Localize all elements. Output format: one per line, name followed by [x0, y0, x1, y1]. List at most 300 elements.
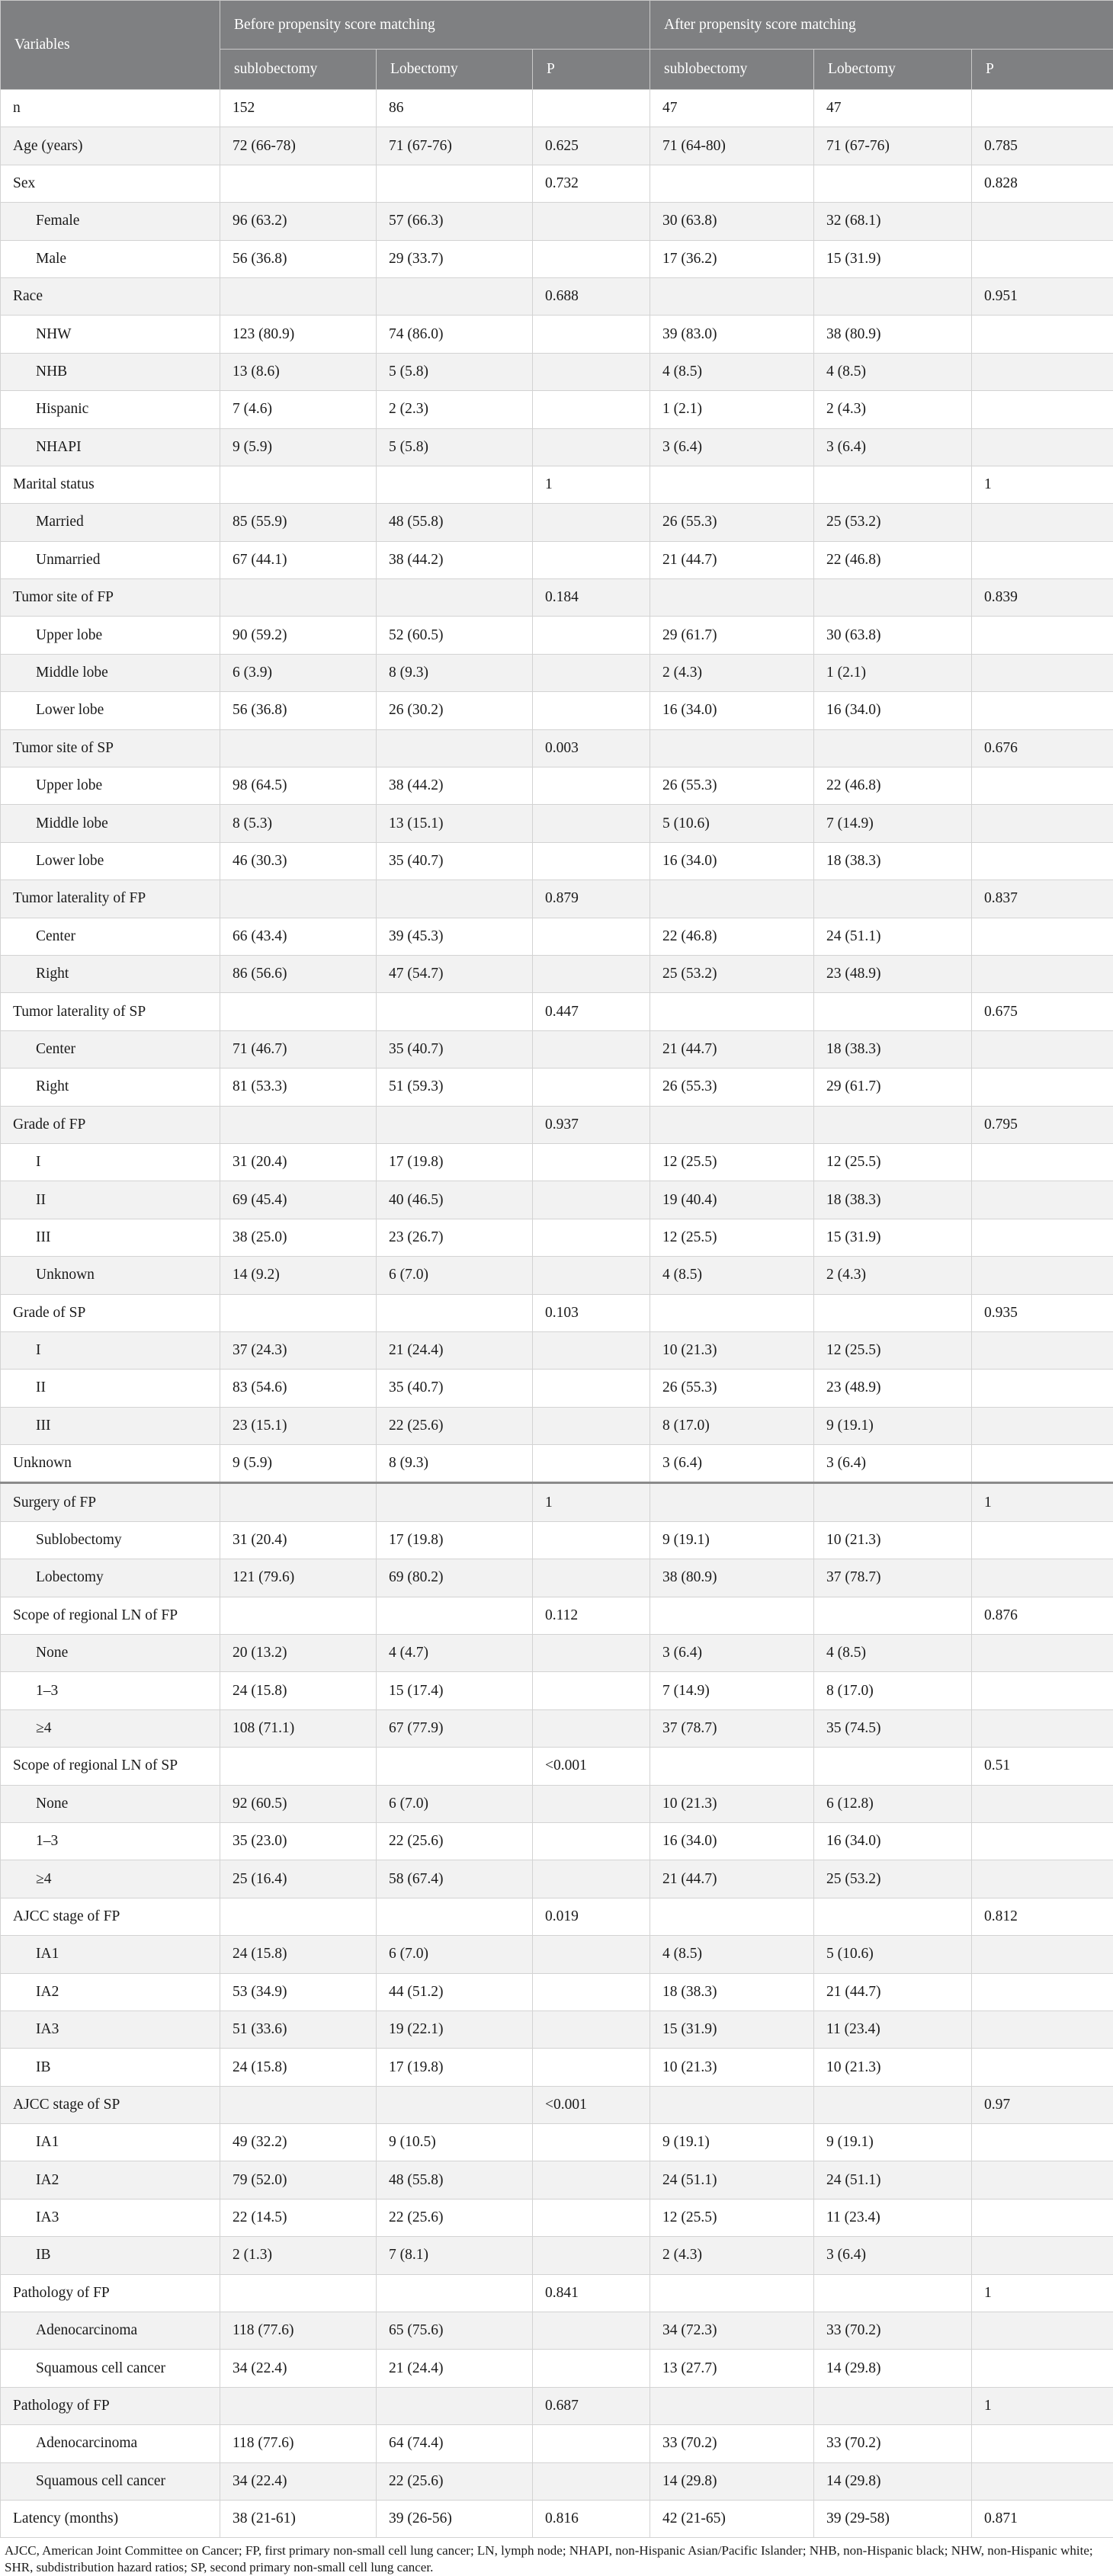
row-label: 1–3: [1, 1672, 220, 1709]
table-row: [1, 316, 1113, 353]
row-label: I: [1, 1331, 220, 1369]
after-p-cell: 1: [972, 2274, 1113, 2312]
before-lobectomy-cell: [377, 1294, 533, 1331]
table-row: [1, 654, 1113, 691]
before-sublobectomy-cell: [220, 1748, 377, 1785]
after-lobectomy-cell: 12 (25.5): [814, 1331, 972, 1369]
after-p-cell: [972, 2312, 1113, 2350]
after-sublobectomy-cell: 15 (31.9): [650, 2010, 814, 2048]
table-row: [1, 2501, 1113, 2538]
after-lobectomy-cell: 24 (51.1): [814, 2161, 972, 2199]
before-lobectomy-cell: 6 (7.0): [377, 1936, 533, 1973]
after-sublobectomy-cell: [650, 1898, 814, 1935]
after-lobectomy-cell: 38 (80.9): [814, 316, 972, 353]
before-p-cell: [533, 805, 650, 842]
after-lobectomy-cell: [814, 165, 972, 202]
table-row: [1, 2199, 1113, 2236]
row-label: Race: [1, 277, 220, 315]
after-lobectomy-cell: [814, 993, 972, 1030]
after-lobectomy-cell: 25 (53.2): [814, 504, 972, 541]
before-p-cell: [533, 654, 650, 691]
table-row: [1, 203, 1113, 240]
before-p-cell: [533, 1445, 650, 1483]
before-p-cell: 1: [533, 466, 650, 503]
before-p-cell: [533, 918, 650, 955]
after-p-cell: [972, 1785, 1113, 1822]
after-sublobectomy-cell: 25 (53.2): [650, 955, 814, 992]
before-lobectomy-cell: 35 (40.7): [377, 1030, 533, 1068]
after-p-cell: [972, 918, 1113, 955]
row-label: Age (years): [1, 127, 220, 165]
after-sublobectomy-cell: 4 (8.5): [650, 1936, 814, 1973]
after-lobectomy-cell: [814, 1597, 972, 1634]
table-row: [1, 1822, 1113, 1860]
table-body: [1, 90, 1113, 2538]
before-sublobectomy-cell: [220, 466, 377, 503]
after-lobectomy-cell: 35 (74.5): [814, 1709, 972, 1747]
before-lobectomy-cell: 21 (24.4): [377, 1331, 533, 1369]
before-sublobectomy-cell: 96 (63.2): [220, 203, 377, 240]
after-lobectomy-cell: 14 (29.8): [814, 2462, 972, 2500]
before-lobectomy-cell: 40 (46.5): [377, 1181, 533, 1219]
row-label: Unknown: [1, 1445, 220, 1483]
after-sublobectomy-cell: 33 (70.2): [650, 2425, 814, 2462]
after-lobectomy-cell: [814, 2086, 972, 2123]
before-sublobectomy-cell: 56 (36.8): [220, 692, 377, 729]
before-p-cell: [533, 1257, 650, 1294]
after-lobectomy-cell: 6 (12.8): [814, 1785, 972, 1822]
before-p-cell: [533, 1030, 650, 1068]
after-p-cell: [972, 1257, 1113, 1294]
before-p-cell: 0.732: [533, 165, 650, 202]
header-before-p: P: [533, 50, 650, 90]
after-p-cell: [972, 240, 1113, 277]
after-p-cell: 1: [972, 466, 1113, 503]
row-label: None: [1, 1635, 220, 1672]
table-row: [1, 353, 1113, 390]
before-lobectomy-cell: [377, 993, 533, 1030]
after-sublobectomy-cell: 18 (38.3): [650, 1973, 814, 2010]
before-lobectomy-cell: 44 (51.2): [377, 1973, 533, 2010]
before-p-cell: [533, 2312, 650, 2350]
after-p-cell: [972, 2161, 1113, 2199]
table-row: [1, 1709, 1113, 1747]
row-label: NHAPI: [1, 428, 220, 466]
before-sublobectomy-cell: [220, 165, 377, 202]
before-p-cell: 0.687: [533, 2387, 650, 2424]
after-p-cell: 0.876: [972, 1597, 1113, 1634]
after-p-cell: [972, 90, 1113, 127]
table-header: [1, 1, 1113, 90]
table-row: [1, 1860, 1113, 1898]
before-p-cell: [533, 2010, 650, 2048]
header-variables: Variables: [1, 1, 220, 90]
after-sublobectomy-cell: 10 (21.3): [650, 1331, 814, 1369]
before-p-cell: [533, 428, 650, 466]
before-lobectomy-cell: 51 (59.3): [377, 1069, 533, 1106]
row-label: Scope of regional LN of FP: [1, 1597, 220, 1634]
table-row: [1, 165, 1113, 202]
table-row: [1, 504, 1113, 541]
table-row: [1, 428, 1113, 466]
table-row: [1, 767, 1113, 805]
after-p-cell: [972, 692, 1113, 729]
before-lobectomy-cell: [377, 1483, 533, 1521]
before-p-cell: [533, 1370, 650, 1407]
before-sublobectomy-cell: 71 (46.7): [220, 1030, 377, 1068]
before-sublobectomy-cell: 35 (23.0): [220, 1822, 377, 1860]
after-p-cell: [972, 1143, 1113, 1181]
row-label: IB: [1, 2237, 220, 2274]
before-lobectomy-cell: 48 (55.8): [377, 504, 533, 541]
after-sublobectomy-cell: 71 (64-80): [650, 127, 814, 165]
before-lobectomy-cell: [377, 729, 533, 767]
row-label: AJCC stage of SP: [1, 2086, 220, 2123]
table-row: [1, 1407, 1113, 1444]
after-lobectomy-cell: 10 (21.3): [814, 2049, 972, 2086]
before-p-cell: [533, 955, 650, 992]
after-lobectomy-cell: 33 (70.2): [814, 2425, 972, 2462]
after-lobectomy-cell: 15 (31.9): [814, 1219, 972, 1256]
after-p-cell: 0.795: [972, 1106, 1113, 1143]
before-p-cell: 0.937: [533, 1106, 650, 1143]
before-lobectomy-cell: [377, 165, 533, 202]
before-p-cell: [533, 1635, 650, 1672]
table-row: [1, 692, 1113, 729]
after-sublobectomy-cell: [650, 2274, 814, 2312]
after-sublobectomy-cell: 37 (78.7): [650, 1709, 814, 1747]
table-row: [1, 1069, 1113, 1106]
row-label: Latency (months): [1, 2501, 220, 2538]
before-sublobectomy-cell: 25 (16.4): [220, 1860, 377, 1898]
row-label: Unknown: [1, 1257, 220, 1294]
row-label: n: [1, 90, 220, 127]
after-p-cell: [972, 353, 1113, 390]
before-sublobectomy-cell: 90 (59.2): [220, 617, 377, 654]
row-label: Lower lobe: [1, 842, 220, 879]
after-p-cell: [972, 428, 1113, 466]
row-label: II: [1, 1181, 220, 1219]
before-sublobectomy-cell: [220, 993, 377, 1030]
before-sublobectomy-cell: 53 (34.9): [220, 1973, 377, 2010]
before-p-cell: [533, 1672, 650, 1709]
table-row: [1, 1936, 1113, 1973]
after-sublobectomy-cell: 26 (55.3): [650, 1370, 814, 1407]
after-p-cell: 0.935: [972, 1294, 1113, 1331]
before-sublobectomy-cell: [220, 1294, 377, 1331]
table-row: [1, 2312, 1113, 2350]
before-sublobectomy-cell: 66 (43.4): [220, 918, 377, 955]
before-lobectomy-cell: 39 (26-56): [377, 2501, 533, 2538]
after-p-cell: [972, 617, 1113, 654]
before-sublobectomy-cell: 7 (4.6): [220, 391, 377, 428]
before-lobectomy-cell: 38 (44.2): [377, 541, 533, 578]
before-sublobectomy-cell: 23 (15.1): [220, 1407, 377, 1444]
before-lobectomy-cell: 74 (86.0): [377, 316, 533, 353]
after-lobectomy-cell: [814, 1106, 972, 1143]
after-sublobectomy-cell: 2 (4.3): [650, 2237, 814, 2274]
before-p-cell: [533, 240, 650, 277]
after-p-cell: [972, 805, 1113, 842]
before-lobectomy-cell: [377, 277, 533, 315]
before-p-cell: [533, 767, 650, 805]
header-after-lobectomy: Lobectomy: [814, 50, 972, 90]
before-sublobectomy-cell: 9 (5.9): [220, 428, 377, 466]
before-p-cell: [533, 1143, 650, 1181]
table-row: [1, 1143, 1113, 1181]
before-sublobectomy-cell: 9 (5.9): [220, 1445, 377, 1483]
before-lobectomy-cell: 57 (66.3): [377, 203, 533, 240]
before-lobectomy-cell: [377, 2274, 533, 2312]
before-lobectomy-cell: [377, 2387, 533, 2424]
before-sublobectomy-cell: 8 (5.3): [220, 805, 377, 842]
after-lobectomy-cell: 14 (29.8): [814, 2350, 972, 2387]
after-p-cell: [972, 1181, 1113, 1219]
row-label: Pathology of FP: [1, 2274, 220, 2312]
before-p-cell: [533, 1709, 650, 1747]
before-lobectomy-cell: [377, 1748, 533, 1785]
before-lobectomy-cell: 69 (80.2): [377, 1559, 533, 1597]
before-p-cell: [533, 1936, 650, 1973]
before-sublobectomy-cell: 38 (21-61): [220, 2501, 377, 2538]
table-row: [1, 466, 1113, 503]
before-p-cell: [533, 692, 650, 729]
after-sublobectomy-cell: 21 (44.7): [650, 1860, 814, 1898]
after-sublobectomy-cell: 3 (6.4): [650, 428, 814, 466]
before-p-cell: [533, 842, 650, 879]
after-sublobectomy-cell: [650, 993, 814, 1030]
after-lobectomy-cell: 4 (8.5): [814, 353, 972, 390]
before-lobectomy-cell: 23 (26.7): [377, 1219, 533, 1256]
after-p-cell: [972, 1521, 1113, 1559]
before-p-cell: [533, 2462, 650, 2500]
after-sublobectomy-cell: [650, 1294, 814, 1331]
after-lobectomy-cell: 5 (10.6): [814, 1936, 972, 1973]
after-sublobectomy-cell: 26 (55.3): [650, 767, 814, 805]
before-p-cell: [533, 2161, 650, 2199]
after-lobectomy-cell: 18 (38.3): [814, 1030, 972, 1068]
row-label: Adenocarcinoma: [1, 2312, 220, 2350]
after-p-cell: 1: [972, 1483, 1113, 1521]
table-row: [1, 2124, 1113, 2161]
table-row: [1, 880, 1113, 918]
before-sublobectomy-cell: 79 (52.0): [220, 2161, 377, 2199]
table-row: [1, 90, 1113, 127]
before-sublobectomy-cell: 31 (20.4): [220, 1143, 377, 1181]
before-lobectomy-cell: 64 (74.4): [377, 2425, 533, 2462]
before-lobectomy-cell: 17 (19.8): [377, 2049, 533, 2086]
row-label: Adenocarcinoma: [1, 2425, 220, 2462]
table-row: [1, 277, 1113, 315]
row-label: Grade of FP: [1, 1106, 220, 1143]
table-row: [1, 1181, 1113, 1219]
before-sublobectomy-cell: [220, 2387, 377, 2424]
before-lobectomy-cell: 39 (45.3): [377, 918, 533, 955]
row-label: Tumor site of SP: [1, 729, 220, 767]
after-p-cell: [972, 767, 1113, 805]
before-sublobectomy-cell: 13 (8.6): [220, 353, 377, 390]
after-p-cell: [972, 2462, 1113, 2500]
row-label: Married: [1, 504, 220, 541]
after-lobectomy-cell: 3 (6.4): [814, 428, 972, 466]
before-lobectomy-cell: 47 (54.7): [377, 955, 533, 992]
after-lobectomy-cell: 33 (70.2): [814, 2312, 972, 2350]
before-sublobectomy-cell: 37 (24.3): [220, 1331, 377, 1369]
after-sublobectomy-cell: 7 (14.9): [650, 1672, 814, 1709]
before-lobectomy-cell: [377, 466, 533, 503]
table-row: [1, 1898, 1113, 1935]
before-sublobectomy-cell: 121 (79.6): [220, 1559, 377, 1597]
before-p-cell: 0.625: [533, 127, 650, 165]
after-lobectomy-cell: 29 (61.7): [814, 1069, 972, 1106]
after-sublobectomy-cell: 34 (72.3): [650, 2312, 814, 2350]
before-p-cell: 0.184: [533, 579, 650, 617]
before-lobectomy-cell: 29 (33.7): [377, 240, 533, 277]
after-p-cell: [972, 1936, 1113, 1973]
before-p-cell: 0.003: [533, 729, 650, 767]
before-p-cell: 0.447: [533, 993, 650, 1030]
after-p-cell: [972, 1860, 1113, 1898]
row-label: Tumor site of FP: [1, 579, 220, 617]
row-label: I: [1, 1143, 220, 1181]
table-row: [1, 2350, 1113, 2387]
before-lobectomy-cell: 21 (24.4): [377, 2350, 533, 2387]
after-p-cell: 0.812: [972, 1898, 1113, 1935]
after-lobectomy-cell: 10 (21.3): [814, 1521, 972, 1559]
before-p-cell: [533, 1407, 650, 1444]
after-lobectomy-cell: 22 (46.8): [814, 541, 972, 578]
after-lobectomy-cell: 32 (68.1): [814, 203, 972, 240]
before-sublobectomy-cell: 31 (20.4): [220, 1521, 377, 1559]
after-lobectomy-cell: [814, 1748, 972, 1785]
after-p-cell: [972, 1973, 1113, 2010]
after-lobectomy-cell: 2 (4.3): [814, 391, 972, 428]
before-lobectomy-cell: 5 (5.8): [377, 353, 533, 390]
after-lobectomy-cell: 47: [814, 90, 972, 127]
after-lobectomy-cell: 22 (46.8): [814, 767, 972, 805]
after-sublobectomy-cell: [650, 277, 814, 315]
table-row: [1, 1521, 1113, 1559]
before-sublobectomy-cell: [220, 1483, 377, 1521]
before-p-cell: [533, 2237, 650, 2274]
before-sublobectomy-cell: 24 (15.8): [220, 2049, 377, 2086]
table-row: [1, 2010, 1113, 2048]
before-sublobectomy-cell: 85 (55.9): [220, 504, 377, 541]
before-sublobectomy-cell: [220, 1106, 377, 1143]
after-sublobectomy-cell: 38 (80.9): [650, 1559, 814, 1597]
after-sublobectomy-cell: 10 (21.3): [650, 2049, 814, 2086]
after-lobectomy-cell: 23 (48.9): [814, 955, 972, 992]
row-label: III: [1, 1219, 220, 1256]
after-p-cell: [972, 391, 1113, 428]
row-label: ≥4: [1, 1860, 220, 1898]
after-p-cell: [972, 1370, 1113, 1407]
after-lobectomy-cell: 37 (78.7): [814, 1559, 972, 1597]
before-p-cell: [533, 1331, 650, 1369]
after-p-cell: 0.839: [972, 579, 1113, 617]
after-sublobectomy-cell: 42 (21-65): [650, 2501, 814, 2538]
after-sublobectomy-cell: 29 (61.7): [650, 617, 814, 654]
before-lobectomy-cell: 26 (30.2): [377, 692, 533, 729]
after-lobectomy-cell: [814, 466, 972, 503]
before-p-cell: [533, 617, 650, 654]
after-lobectomy-cell: 18 (38.3): [814, 1181, 972, 1219]
after-lobectomy-cell: [814, 2274, 972, 2312]
before-p-cell: <0.001: [533, 2086, 650, 2123]
before-sublobectomy-cell: 83 (54.6): [220, 1370, 377, 1407]
before-p-cell: [533, 1559, 650, 1597]
table-footnote: AJCC, American Joint Committee on Cancer; FP, first primary non-small cell lung cancer; LN, lymph node; NHAPI, non-Hispanic Asian/Pacific Islander; NHB, non-Hispanic black; NHW, non-Hispanic white; SHR, subdistribution hazard ratios; SP, second primary non-small cell lung cancer.: [0, 2538, 1107, 2576]
before-sublobectomy-cell: 118 (77.6): [220, 2425, 377, 2462]
after-p-cell: [972, 2237, 1113, 2274]
after-p-cell: 0.675: [972, 993, 1113, 1030]
after-sublobectomy-cell: 12 (25.5): [650, 1143, 814, 1181]
before-sublobectomy-cell: 98 (64.5): [220, 767, 377, 805]
before-p-cell: [533, 316, 650, 353]
after-sublobectomy-cell: [650, 1106, 814, 1143]
after-lobectomy-cell: 16 (34.0): [814, 1822, 972, 1860]
after-p-cell: 0.51: [972, 1748, 1113, 1785]
after-sublobectomy-cell: 16 (34.0): [650, 842, 814, 879]
before-sublobectomy-cell: [220, 277, 377, 315]
after-p-cell: [972, 2049, 1113, 2086]
before-lobectomy-cell: 6 (7.0): [377, 1257, 533, 1294]
row-label: Sublobectomy: [1, 1521, 220, 1559]
table-row: [1, 1785, 1113, 1822]
after-p-cell: [972, 955, 1113, 992]
row-label: Surgery of FP: [1, 1483, 220, 1521]
before-sublobectomy-cell: 6 (3.9): [220, 654, 377, 691]
after-p-cell: [972, 2425, 1113, 2462]
before-sublobectomy-cell: 69 (45.4): [220, 1181, 377, 1219]
before-sublobectomy-cell: 92 (60.5): [220, 1785, 377, 1822]
before-lobectomy-cell: [377, 1898, 533, 1935]
row-label: Center: [1, 918, 220, 955]
before-sublobectomy-cell: 24 (15.8): [220, 1936, 377, 1973]
after-lobectomy-cell: 9 (19.1): [814, 2124, 972, 2161]
after-p-cell: [972, 2350, 1113, 2387]
row-label: ≥4: [1, 1709, 220, 1747]
after-p-cell: [972, 504, 1113, 541]
before-sublobectomy-cell: 108 (71.1): [220, 1709, 377, 1747]
row-label: Upper lobe: [1, 617, 220, 654]
after-lobectomy-cell: 7 (14.9): [814, 805, 972, 842]
before-p-cell: [533, 2350, 650, 2387]
before-lobectomy-cell: 86: [377, 90, 533, 127]
after-sublobectomy-cell: [650, 880, 814, 918]
after-lobectomy-cell: 9 (19.1): [814, 1407, 972, 1444]
before-lobectomy-cell: 6 (7.0): [377, 1785, 533, 1822]
after-sublobectomy-cell: 26 (55.3): [650, 1069, 814, 1106]
row-label: Female: [1, 203, 220, 240]
after-lobectomy-cell: 24 (51.1): [814, 918, 972, 955]
table-row: [1, 1370, 1113, 1407]
before-p-cell: [533, 90, 650, 127]
before-sublobectomy-cell: 14 (9.2): [220, 1257, 377, 1294]
before-sublobectomy-cell: 20 (13.2): [220, 1635, 377, 1672]
row-label: Grade of SP: [1, 1294, 220, 1331]
before-sublobectomy-cell: 81 (53.3): [220, 1069, 377, 1106]
row-label: Squamous cell cancer: [1, 2462, 220, 2500]
after-p-cell: [972, 1219, 1113, 1256]
row-label: III: [1, 1407, 220, 1444]
header-after-p: P: [972, 50, 1113, 90]
after-sublobectomy-cell: 12 (25.5): [650, 2199, 814, 2236]
before-sublobectomy-cell: 49 (32.2): [220, 2124, 377, 2161]
after-lobectomy-cell: 11 (23.4): [814, 2199, 972, 2236]
after-p-cell: 0.951: [972, 277, 1113, 315]
before-sublobectomy-cell: [220, 729, 377, 767]
